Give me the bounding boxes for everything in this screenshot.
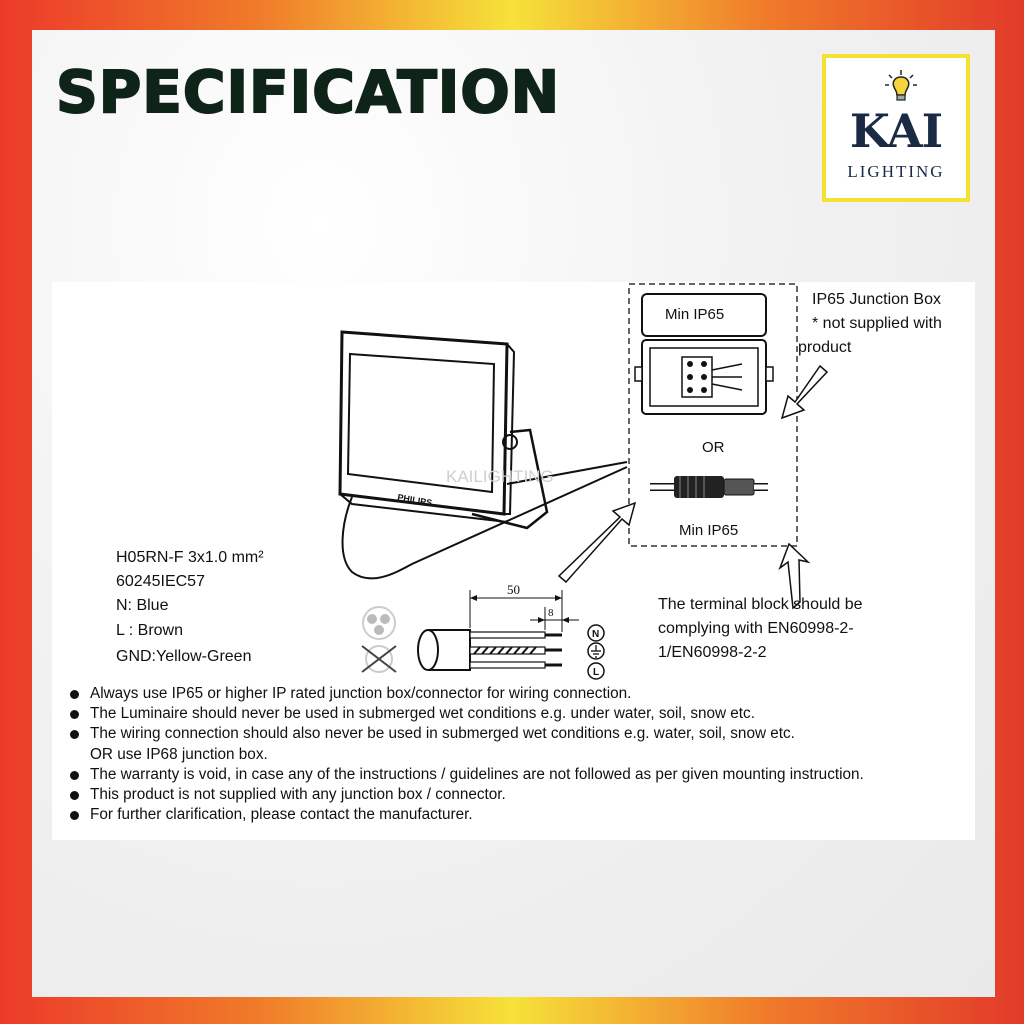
strip-length-outer: 50 [507, 582, 520, 597]
cable-spec-3: N: Blue [116, 597, 169, 614]
inline-connector [650, 476, 768, 498]
bullet-icon [70, 811, 79, 820]
junction-box [635, 340, 773, 414]
terminal-note-1: The terminal block should be [658, 596, 863, 613]
instruction-item: Always use IP65 or higher IP rated junction box/connector for wiring connection. [68, 684, 864, 704]
stripped-cable [418, 590, 604, 679]
instruction-list [68, 684, 864, 825]
junction-note-3: product [798, 339, 852, 356]
light-bulb-icon [881, 68, 921, 106]
cable-spec-1: H05RN-F 3x1.0 mm² [116, 549, 264, 566]
page-title: SPECIFICATION [56, 58, 561, 126]
bullet-icon [70, 690, 79, 699]
or-label: OR [702, 439, 725, 456]
terminal-note-2: complying with EN60998-2- [658, 620, 854, 637]
bullet-icon [70, 730, 79, 739]
watermark: KAILIGHTING [446, 467, 554, 486]
junction-box-ip: Min IP65 [665, 306, 725, 323]
instruction-item: For further clarification, please contact the manufacturer. [68, 805, 864, 825]
terminal-note-3: 1/EN60998-2-2 [658, 644, 767, 661]
instruction-item: The wiring connection should also never be used in submerged wet conditions e.g. water, soil, snow etc. [68, 724, 864, 744]
bullet-icon [70, 771, 79, 780]
floodlight-fixture [340, 332, 627, 578]
cable-spec-4: L : Brown [116, 622, 183, 639]
instruction-item: This product is not supplied with any junction box / connector. [68, 785, 864, 805]
instruction-item: The warranty is void, in case any of the instructions / guidelines are not followed as per given mounting instruction. [68, 765, 864, 785]
logo-subtitle: LIGHTING [847, 162, 945, 181]
terminal-neutral: N [592, 629, 600, 640]
connector-ip: Min IP65 [679, 522, 739, 539]
cable-spec-5: GND:Yellow-Green [116, 648, 252, 665]
cable-section-icon [362, 607, 396, 672]
spec-sheet [52, 282, 975, 840]
bullet-icon [70, 791, 79, 800]
fixture-brand: PHILIPS [396, 492, 433, 509]
junction-note-2: * not supplied with [812, 315, 942, 332]
bullet-icon [70, 710, 79, 719]
cable-spec-2: 60245IEC57 [116, 573, 205, 590]
instruction-item: The Luminaire should never be used in submerged wet conditions e.g. under water, soil, snow etc. [68, 704, 864, 724]
terminal-live: L [593, 667, 600, 678]
junction-note-1: IP65 Junction Box [812, 291, 941, 308]
instruction-item-continued: OR use IP68 junction box. [90, 745, 268, 763]
logo-brand: KAI [849, 104, 943, 158]
kai-lighting-logo [822, 54, 970, 202]
strip-length-inner: 8 [548, 607, 554, 619]
